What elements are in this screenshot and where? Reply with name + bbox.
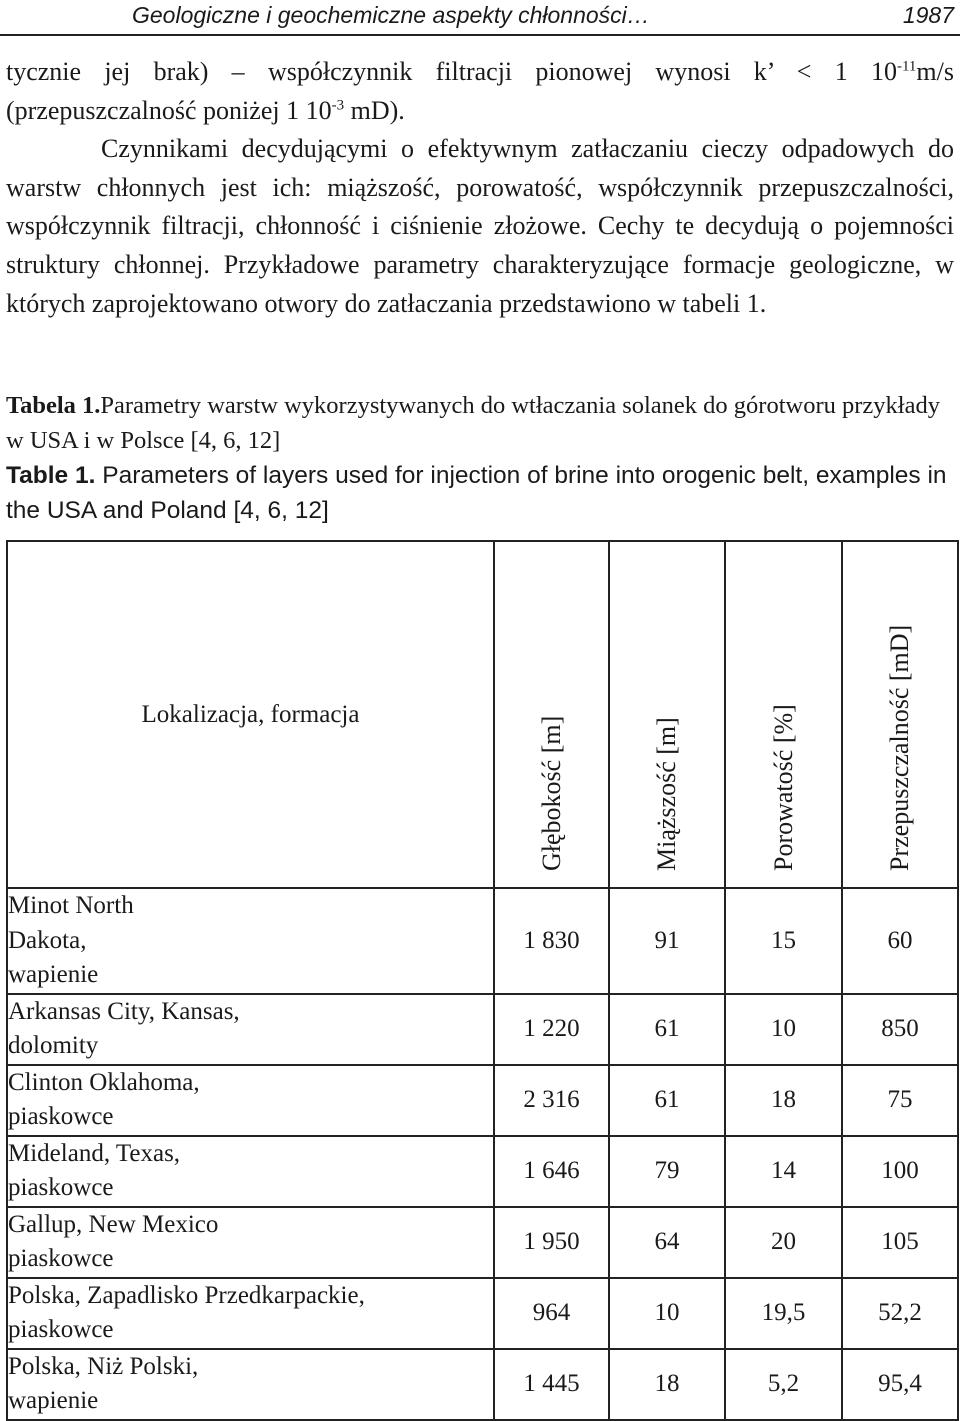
column-header-permeability-label: Przepuszczalność [mD] bbox=[885, 624, 914, 871]
cell-location: Polska, Zapadlisko Przedkarpackie, piaskowce bbox=[7, 1278, 494, 1349]
cell-thickness: 61 bbox=[609, 994, 725, 1065]
paragraph-1 bbox=[6, 53, 954, 130]
cell-thickness: 64 bbox=[609, 1207, 725, 1278]
cell-location: Polska, Niż Polski, wapienie bbox=[7, 1349, 494, 1420]
table-row bbox=[7, 1136, 958, 1207]
cell-porosity: 10 bbox=[725, 994, 842, 1065]
table-body bbox=[7, 888, 958, 1420]
running-title: Geologiczne i geochemiczne aspekty chłonności… bbox=[132, 2, 650, 28]
table-row bbox=[7, 1278, 958, 1349]
exponent-1: -11 bbox=[896, 58, 917, 75]
table-row bbox=[7, 1065, 958, 1136]
cell-depth: 964 bbox=[494, 1278, 609, 1349]
cell-thickness: 79 bbox=[609, 1136, 725, 1207]
caption-english-label: Table 1. bbox=[6, 462, 96, 489]
cell-depth: 1 220 bbox=[494, 994, 609, 1065]
cell-location: Mideland, Texas, piaskowce bbox=[7, 1136, 494, 1207]
cell-depth: 1 830 bbox=[494, 888, 609, 994]
cell-permeability: 75 bbox=[842, 1065, 958, 1136]
column-header-depth bbox=[494, 541, 609, 888]
cell-porosity: 18 bbox=[725, 1065, 842, 1136]
page-number: 1987 bbox=[902, 2, 954, 28]
paragraph-1-part-2: m/s (przepuszczalność poniżej 1 10 bbox=[6, 57, 954, 125]
column-header-permeability bbox=[842, 541, 958, 888]
cell-porosity: 20 bbox=[725, 1207, 842, 1278]
paragraph-2 bbox=[6, 130, 954, 323]
cell-porosity: 19,5 bbox=[725, 1278, 842, 1349]
cell-thickness: 61 bbox=[609, 1065, 725, 1136]
exponent-2: -3 bbox=[331, 96, 345, 113]
cell-permeability: 60 bbox=[842, 888, 958, 994]
caption-polish bbox=[6, 388, 954, 458]
table-row bbox=[7, 1207, 958, 1278]
column-header-thickness-label: Miąższość [m] bbox=[652, 717, 681, 871]
cell-location: Clinton Oklahoma, piaskowce bbox=[7, 1065, 494, 1136]
cell-depth: 2 316 bbox=[494, 1065, 609, 1136]
cell-depth: 1 445 bbox=[494, 1349, 609, 1420]
table-caption bbox=[6, 388, 954, 528]
cell-permeability: 95,4 bbox=[842, 1349, 958, 1420]
cell-location: Arkansas City, Kansas, dolomity bbox=[7, 994, 494, 1065]
table-row bbox=[7, 994, 958, 1065]
cell-permeability: 52,2 bbox=[842, 1278, 958, 1349]
caption-english-text: Parameters of layers used for injection of brine into orogenic belt, examples in the USA and Poland [4, 6, 12] bbox=[6, 462, 947, 524]
paragraph-1-part-1: tycznie jej brak) – współczynnik filtracji pionowej wynosi k’ < 1 10 bbox=[6, 57, 897, 86]
caption-polish-label: Tabela 1. bbox=[6, 392, 101, 419]
column-header-porosity-label: Porowatość [%] bbox=[769, 704, 798, 871]
cell-thickness: 10 bbox=[609, 1278, 725, 1349]
cell-porosity: 5,2 bbox=[725, 1349, 842, 1420]
cell-thickness: 18 bbox=[609, 1349, 725, 1420]
cell-depth: 1 950 bbox=[494, 1207, 609, 1278]
cell-porosity: 15 bbox=[725, 888, 842, 994]
caption-english bbox=[6, 458, 954, 528]
cell-thickness: 91 bbox=[609, 888, 725, 994]
cell-location: Minot North Dakota, wapienie bbox=[7, 888, 494, 994]
cell-depth: 1 646 bbox=[494, 1136, 609, 1207]
caption-polish-text: Parametry warstw wykorzystywanych do wtłaczania solanek do górotworu przykłady w USA i w Polsce [4, 6, 12] bbox=[6, 392, 940, 454]
column-header-thickness bbox=[609, 541, 725, 888]
cell-porosity: 14 bbox=[725, 1136, 842, 1207]
body-text bbox=[6, 53, 954, 323]
column-header-porosity bbox=[725, 541, 842, 888]
paragraph-2-text: Czynnikami decydującymi o efektywnym zatłaczaniu cieczy odpadowych do warstw chłonnych jest ich: miąższość, porowatość, współczynnik przepuszczalności, współczynnik filtracji, chłonność i ciśnienie złożowe. Cechy te decydują o pojemności struktury chłonnej. Przykładowe parametry charakteryzujące formacje geologiczne, w których zaprojektowano otwory do zatłaczania przedstawiono w tabeli 1. bbox=[6, 134, 954, 318]
cell-permeability: 100 bbox=[842, 1136, 958, 1207]
column-header-location-label: Lokalizacja, formacja bbox=[141, 700, 360, 728]
column-header-location bbox=[7, 541, 494, 888]
column-header-depth-label: Głębokość [m] bbox=[537, 715, 566, 871]
cell-permeability: 850 bbox=[842, 994, 958, 1065]
table-row bbox=[7, 888, 958, 994]
paragraph-1-part-3: mD). bbox=[344, 95, 405, 125]
running-header bbox=[0, 0, 960, 36]
cell-location: Gallup, New Mexico piaskowce bbox=[7, 1207, 494, 1278]
table-header-row bbox=[7, 541, 958, 888]
parameters-table bbox=[6, 540, 959, 1421]
cell-permeability: 105 bbox=[842, 1207, 958, 1278]
